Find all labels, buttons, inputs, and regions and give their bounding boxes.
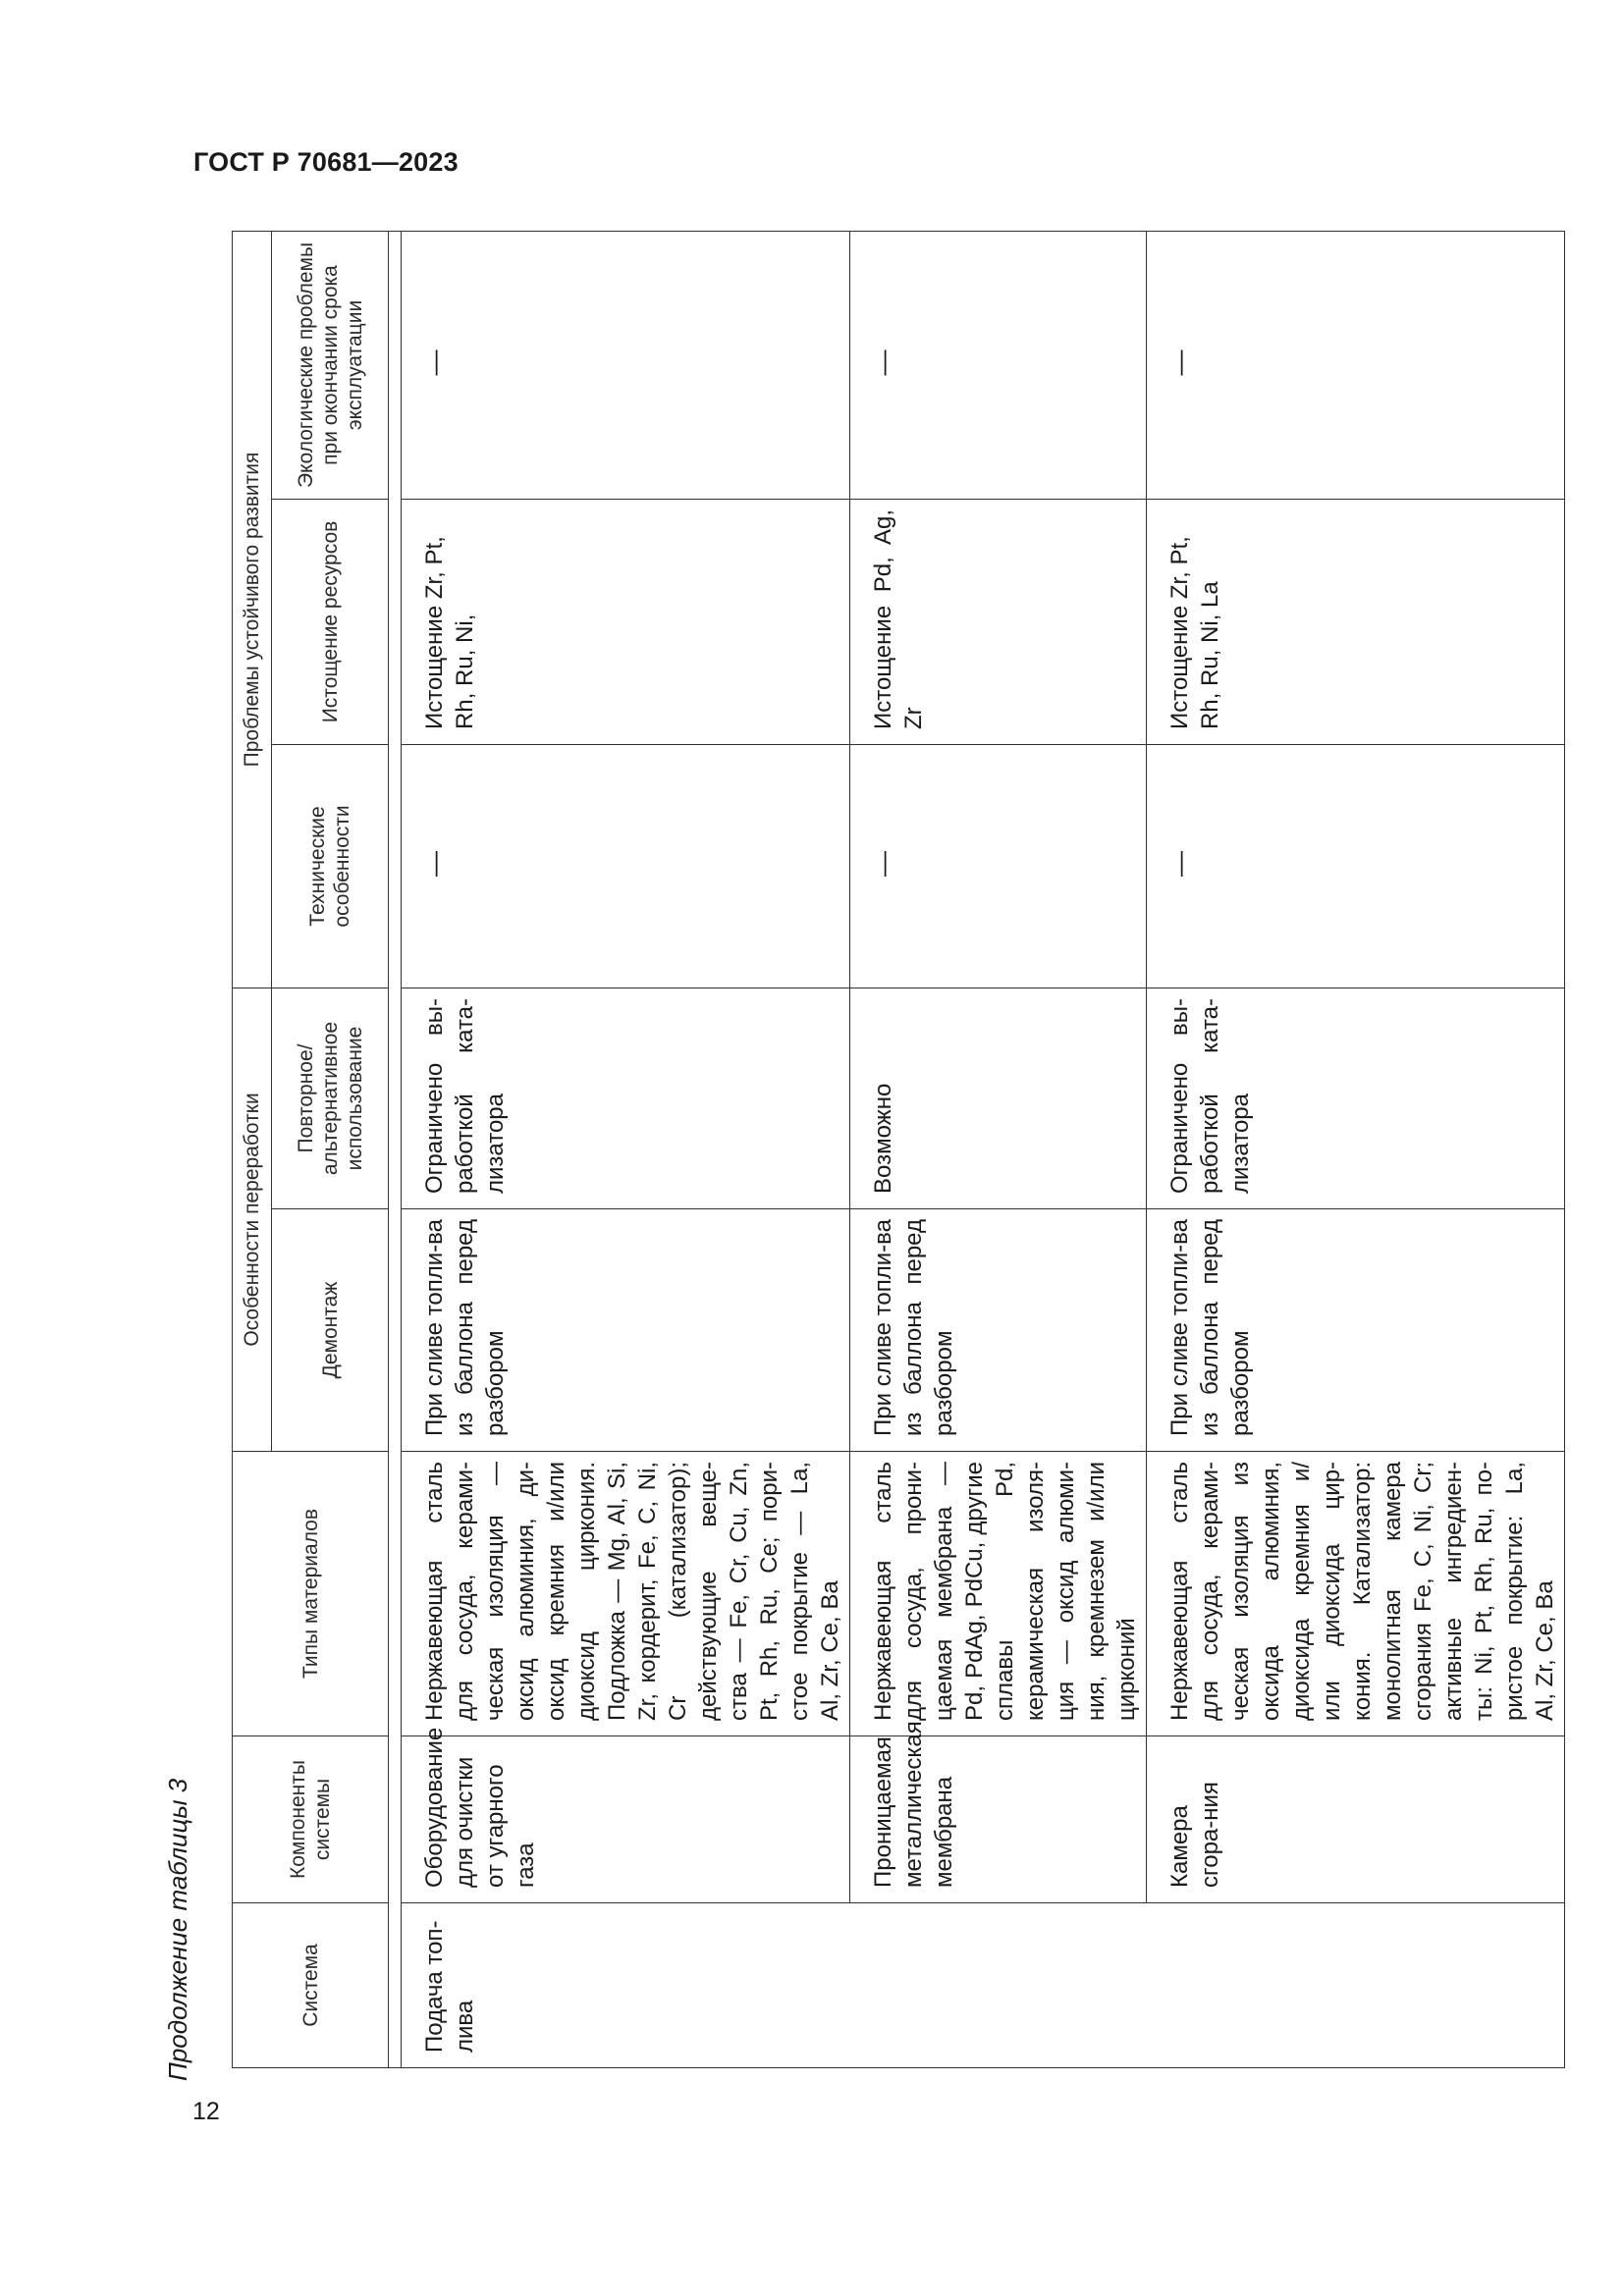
cell-ecological: — bbox=[850, 231, 1147, 499]
cell-resources: Истощение Pd, Ag, Zr bbox=[850, 499, 1147, 744]
header-system: Система bbox=[233, 1903, 389, 2068]
header-materials: Типы материалов bbox=[233, 1452, 389, 1736]
cell-technical: — bbox=[1147, 744, 1565, 988]
cell-component: Оборудование для очистки от угарного газа bbox=[402, 1736, 850, 1903]
cell-ecological: — bbox=[1147, 231, 1565, 499]
header-dismantling: Демонтаж bbox=[272, 1209, 389, 1452]
header-components: Компоненты системы bbox=[233, 1736, 389, 1903]
cell-materials: Нержавеющая сталь для сосуда, прони-цаемая мембрана — Pd, PdAg, PdCu, другие сплавы Pd, керамическая изоля-ция — оксид алюми-ния, кремнезем и/или цирконий bbox=[850, 1452, 1147, 1736]
data-table bbox=[232, 231, 1565, 2068]
cell-technical: — bbox=[402, 744, 850, 988]
table-row bbox=[1147, 231, 1565, 2067]
cell-technical: — bbox=[850, 744, 1147, 988]
header-resources: Истощение ресурсов bbox=[272, 499, 389, 744]
table-spacer-row bbox=[389, 231, 402, 2067]
table-caption: Продолжение таблицы 3 bbox=[163, 1778, 192, 2081]
cell-reuse: Возможно bbox=[850, 988, 1147, 1208]
header-processing-group: Особенности переработки bbox=[233, 988, 272, 1451]
cell-resources: Истощение Zr, Pt, Rh, Ru, Ni, bbox=[402, 499, 850, 744]
header-sustainability-group: Проблемы устойчивого развития bbox=[233, 231, 272, 988]
cell-reuse: Ограничено вы-работкой ката-лизатора bbox=[1147, 988, 1565, 1208]
cell-system: Подача топ-лива bbox=[402, 1903, 1565, 2068]
cell-component: Камера сгора-ния bbox=[1147, 1736, 1565, 1903]
cell-reuse: Ограничено вы-работкой ката-лизатора bbox=[402, 988, 850, 1208]
cell-dismantling: При сливе топли-ва из баллона перед разбором bbox=[1147, 1209, 1565, 1452]
page-number: 12 bbox=[192, 2098, 220, 2125]
header-technical: Технические особенности bbox=[272, 744, 389, 988]
cell-materials: Нержавеющая сталь для сосуда, керами-ческая изоляция из оксида алюминия, диоксида кремния и/или диоксида цир-кония. Катализатор: монолитная камера сгорания Fe, C, Ni, Cr; активные ингредиен-ты: Ni, Pt, Rh, Ru, по-ристое покрытие: La, Al, Zr, Ce, Ba bbox=[1147, 1452, 1565, 1736]
header-reuse: Повторное/ альтернативное использование bbox=[272, 988, 389, 1208]
table-row bbox=[850, 231, 1147, 2067]
table-row bbox=[402, 231, 850, 2067]
cell-component: Проницаемая металлическая мембрана bbox=[850, 1736, 1147, 1903]
cell-dismantling: При сливе топли-ва из баллона перед разбором bbox=[850, 1209, 1147, 1452]
header-ecological: Экологические проблемы при окончании срока эксплуатации bbox=[272, 231, 389, 499]
document-header: ГОСТ Р 70681—2023 bbox=[193, 147, 459, 177]
cell-dismantling: При сливе топли-ва из баллона перед разбором bbox=[402, 1209, 850, 1452]
cell-ecological: — bbox=[402, 231, 850, 499]
cell-resources: Истощение Zr, Pt, Rh, Ru, Ni, La bbox=[1147, 499, 1565, 744]
rotated-table-area bbox=[163, 232, 1558, 2081]
cell-materials: Нержавеющая сталь для сосуда, керами-ческая изоляция — оксид алюминия, ди-оксид кремния и/или диоксид циркония. Подложка — Mg, Al, Si, Zr, кордерит, Fe, C, Ni, Cr (катализатор); действующие веще-ства — Fe, Cr, Cu, Zn, Pt, Rh, Ru, Ce; пори-стое покрытие — La, Al, Zr, Ce, Ba bbox=[402, 1452, 850, 1736]
